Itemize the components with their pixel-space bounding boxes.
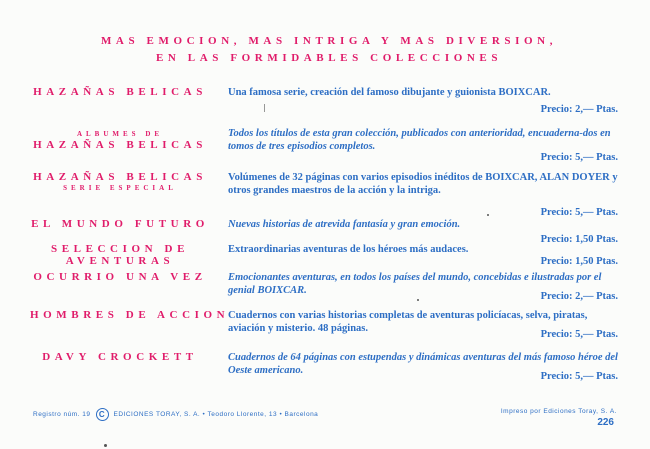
footer-publisher	[33, 408, 318, 421]
collection-description-davy-crockett: Cuadernos de 64 páginas con estupendas y dinámicas aventuras del más famoso héroe del Oeste americano.	[228, 352, 618, 376]
collection-title-davy-crockett: DAVY CROCKETT	[42, 351, 198, 363]
publisher-address: EDICIONES TORAY, S. A. • Teodoro Llorente, 13 • Barcelona	[113, 411, 319, 418]
collection-price-hombres-de-accion: Precio: 5,— Ptas.	[540, 329, 618, 340]
collection-price-albumes: Precio: 5,— Ptas.	[540, 152, 618, 163]
collection-description-el-mundo-futuro: Nuevas historias de atrevida fantasía y gran emoción.	[228, 219, 461, 230]
collection-price-serie-especial: Precio: 5,— Ptas.	[540, 207, 618, 218]
collection-title-hombres-de-accion: HOMBRES DE ACCION	[30, 309, 230, 321]
paper-speck	[417, 299, 419, 301]
collection-description-serie-especial: Volúmenes de 32 páginas con varios episodios inéditos de BOIXCAR, ALAN DOYER y otros grandes maestros de la acción y la intriga.	[228, 172, 618, 196]
paper-speck	[264, 104, 265, 112]
collection-price-seleccion: Precio: 1,50 Ptas.	[540, 256, 618, 267]
collection-price-hazanas-belicas: Precio: 2,— Ptas.	[540, 104, 618, 115]
printer-credit: Impreso por Ediciones Toray, S. A.	[500, 408, 617, 415]
collection-description-hazanas-belicas: Una famosa serie, creación del famoso dibujante y guionista BOIXCAR.	[228, 87, 551, 98]
collection-price-davy-crockett: Precio: 5,— Ptas.	[540, 371, 618, 382]
collection-title-albumes-top: ALBUMES DE	[76, 130, 164, 138]
copyright-icon: C	[96, 408, 109, 421]
collection-title-seleccion-de: SELECCION DE	[50, 243, 190, 255]
collection-subtitle-serie-especial: SERIE ESPECIAL	[63, 184, 177, 192]
collection-title-el-mundo-futuro: EL MUNDO FUTURO	[31, 218, 209, 230]
collection-description-seleccion: Extraordinarias aventuras de los héroes más audaces.	[228, 244, 469, 255]
paper-speck	[104, 444, 107, 447]
registro-text: Registro núm. 19	[33, 411, 91, 418]
collection-description-ocurrio-una-vez: Emocionantes aventuras, en todos los países del mundo, concebidas e ilustradas por el genial BOIXCAR.	[228, 272, 602, 296]
collection-title-serie-especial: HAZAÑAS BELICAS	[33, 171, 207, 183]
collection-description-albumes: Todos los títulos de esta gran colección, publicados con anterioridad, encuaderna-dos en tomos de tres episodios completos.	[228, 128, 611, 152]
collection-title-ocurrio-una-vez: OCURRIO UNA VEZ	[33, 271, 207, 283]
paper-speck	[487, 214, 489, 216]
collection-title-albumes: HAZAÑAS BELICAS	[33, 139, 207, 151]
collection-description-hombres-de-accion: Cuadernos con varias historias completas de aventuras policíacas, selva, piratas, aviación y misterio. 48 páginas.	[228, 310, 588, 334]
headline-line-2: EN LAS FORMIDABLES COLECCIONES	[155, 52, 503, 64]
collection-title-hazanas-belicas: HAZAÑAS BELICAS	[33, 86, 207, 98]
collection-price-ocurrio-una-vez: Precio: 2,— Ptas.	[540, 291, 618, 302]
page-number: 226	[597, 417, 614, 428]
collection-price-el-mundo-futuro: Precio: 1,50 Ptas.	[540, 234, 618, 245]
headline-line-1: MAS EMOCION, MAS INTRIGA Y MAS DIVERSION,	[100, 35, 558, 47]
collection-title-aventuras: AVENTURAS	[65, 255, 175, 267]
